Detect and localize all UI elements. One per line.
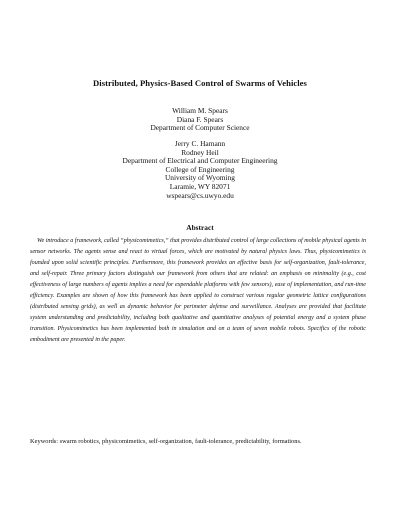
author-affiliation: Department of Computer Science: [150, 123, 250, 133]
author-name: Diana F. Spears: [176, 114, 224, 124]
abstract-heading: Abstract: [186, 223, 214, 232]
abstract-text: We introduce a framework, called “physicomimetics,” that provides distributed control of large collections of mobile physical agents in sensor networks. The agents sense and react to virtual forces, which are motivated by natural physics laws. Thus, physicomimetics is founded upon solid scientific principles. Furthermore, this framework provides an effective basis for self-organization, fault-tolerance, and self-repair. Three primary factors distinguish our framework from others that are related: an emphasis on minimality (e.g., cost effectiveness of large numbers of agents implies a need for expendable platforms with few sensors), ease of implementation, and run-time efficiency. Examples are shown of how this framework has been applied to construct various regular geometric lattice configurations (distributed sensing grids), as well as dynamic behavior for perimeter defense and surveillance. Analyses are provided that facilitate system understanding and predictability, including both qualitative and quantitative analyses of potential energy and a system phase transition. Physicomimetics has been implemented both in simulation and on a team of seven mobile robots. Specifics of the robotic embodiment are presented in the paper.: [30, 238, 366, 344]
author-college: College of Engineering: [165, 164, 235, 174]
author-email: wspears@cs.uwyo.edu: [166, 190, 234, 200]
keywords-line: Keywords: swarm robotics, physicomimetics, self-organization, fault-tolerance, predictability, formations.: [30, 438, 302, 445]
author-name: Jerry C. Hamann: [174, 139, 226, 148]
author-affiliation: Department of Electrical and Computer Engineering: [122, 156, 278, 166]
author-block-2: [0, 140, 400, 200]
author-name: Rodney Heil: [181, 147, 219, 157]
author-name: William M. Spears: [172, 106, 228, 115]
author-address: Laramie, WY 82071: [169, 181, 231, 191]
author-university: University of Wyoming: [164, 173, 236, 183]
paper-title: Distributed, Physics-Based Control of Swarms of Vehicles: [93, 78, 307, 88]
author-block-1: [0, 107, 400, 133]
